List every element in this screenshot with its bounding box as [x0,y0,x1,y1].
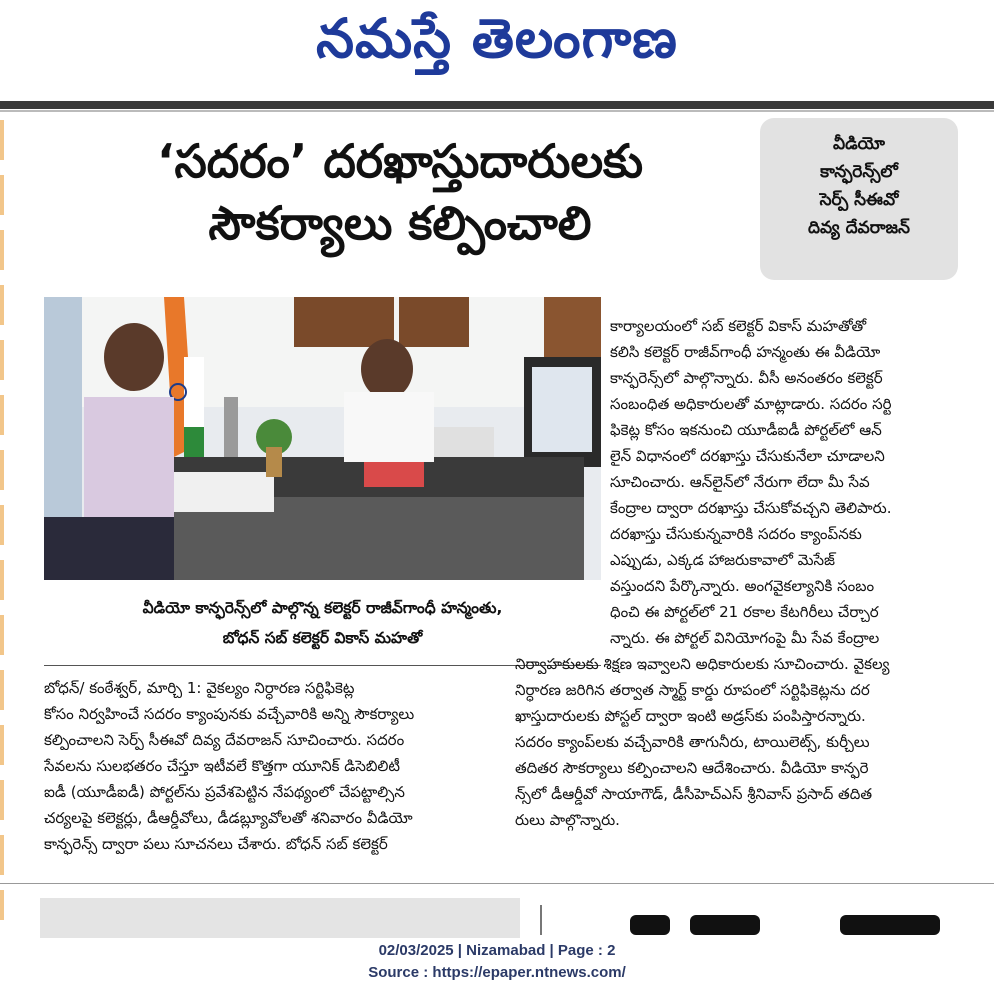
article-line: ఫికెట్ల కోసం ఇకనుంచి యూడీఐడీ పోర్టల్‌లో ఆన్ [610,421,882,439]
article-line: తదితర సౌకర్యాలు కల్పించాలని ఆదేశించారు. వీడియో కాన్ఫరె [515,759,869,777]
subheading-line: సెర్ప్ సీఈవో [819,190,899,210]
headline-fragment-glyph [840,915,940,935]
article-line: సూచించారు. ఆన్‌లైన్‌లో నేరుగా లేదా మీ సేవ [610,473,870,491]
subheading-line: దివ్య దేవరాజన్ [808,218,910,238]
footer-date-edition: 02/03/2025 | Nizamabad | Page : 2 [378,942,616,959]
article-line: కలిసి కలెక్టర్ రాజీవ్‌గాంధీ హన్మంతు ఈ వీడియో [610,343,881,361]
article-line: ఖాస్తుదారులకు పోస్టల్ ద్వారా ఇంటి అడ్రస్‌కు పంపిస్తారన్నారు. [515,707,866,725]
article-line: న్స్‌లో డీఆర్డీవో సాయాగౌడ్, డీసీహెచ్ఎస్ శ్రీనివాస్ ప్రసాద్ తదిత [515,785,872,803]
article-line: న్నారు. ఈ పోర్టల్ వినియోగంపై మీ సేవ కేంద్రాల [610,629,880,647]
masthead-rule [0,101,994,109]
masthead-rule-thin [0,110,994,112]
subheading-line: వీడియో [833,134,885,154]
article-line: రులు పాల్గొన్నారు. [515,811,620,829]
photo-caption-line-2: బోధన్ సబ్ కలెక్టర్ వికాస్ మహతో [222,629,423,647]
article-line: సంబంధిత అధికారులతో మాట్లాడారు. సదరం సర్టి [610,395,892,413]
masthead [0,0,994,100]
article-line: కల్పించాలని సెర్ప్ సీఈవో దివ్య దేవరాజన్ సూచించారు. సదరం [44,731,405,749]
headline-fragment-glyph [690,915,760,935]
article-line: సేవలను సులభతరం చేస్తూ ఇటీవలే కొత్తగా యూనిక్ డిసెబిలిటీ [44,757,400,775]
section-divider [0,883,994,884]
article-line: సదరం క్యాంప్‌లకు వచ్చేవారికి తాగునీరు, టాయిలెట్స్, కుర్చీలు [515,733,870,751]
newspaper-logo: నమస్తే తెలంగాణ [316,6,678,70]
headline [40,130,760,254]
article-line: కాన్ఫరెన్స్ ద్వారా పలు సూచనలు చేశారు. బోధన్ సబ్ కలెక్టర్ [44,835,388,853]
next-headline-fragment [540,905,970,935]
photo-caption [44,593,601,653]
article-line: బోధన్/ కంఠేశ్వర్, మార్చి 1: వైకల్యం నిర్ధారణ సర్టిఫికెట్ల [44,679,355,697]
headline-line-1: ‘సదరం’ దరఖాస్తుదారులకు [157,134,643,188]
office-photo-illustration [44,297,601,580]
subheading-line: కాన్ఫరెన్స్‌లో [820,162,898,182]
article-line: కాన్ఫరెన్స్‌లో పాల్గొన్నారు. వీసీ అనంతరం కలెక్టర్ [610,369,883,387]
article-line: కోసం నిర్వహించే సదరం క్యాంపునకు వచ్చేవారికి అన్ని సౌకర్యాలు [44,705,415,723]
article-line: ఐడీ (యూడీఐడీ) పోర్టల్‌ను ప్రవేశపెట్టిన నేపథ్యంలో చేపట్టాల్సిన [44,783,405,801]
headline-fragment-glyph [630,915,670,935]
article-line: చర్యలపై కలెక్టర్లు, డీఆర్డీవోలు, డీడబ్ల్యూవోలతో శనివారం వీడియో [44,809,413,827]
article-column-left [44,675,504,857]
article-line: నిర్ధారణ జరిగిన తర్వాత స్మార్ట్ కార్డు రూపంలో సర్టిఫికెట్లను దర [515,681,870,699]
article-line: ధించి ఈ పోర్టల్‌లో 21 రకాల కేటగిరీలు చేర్చార [610,603,879,621]
article-line: వస్తుందని పేర్కొన్నారు. అంగవైకల్యానికి సంబం [610,577,875,595]
column-rule [540,905,542,935]
news-photo [44,297,601,580]
next-article-block [40,898,520,938]
photo-caption-line-1: వీడియో కాన్ఫరెన్స్‌లో పాల్గొన్న కలెక్టర్ రాజీవ్‌గాంధీ హన్మంతు, [142,599,503,617]
article-line: దరఖాస్తు చేసుకున్నవారికి సదరం క్యాంప్‌నకు [610,525,862,543]
article-line: ఎప్పుడు, ఎక్కడ హాజరుకావాలో మెసేజ్ [610,551,836,569]
article-line: నిర్వాహకులకు శిక్షణ ఇవ్వాలని అధికారులకు సూచించారు. వైకల్య [515,655,890,673]
subheading-box [760,118,958,280]
article-line: లైన్ విధానంలో దరఖాస్తు చేసుకునేలా చూడాలని [610,447,885,465]
page-footer [0,940,994,984]
article-line: కార్యాలయంలో సబ్ కలెక్టర్ వికాస్ మహతోతో [610,317,867,335]
footer-source: Source : https://epaper.ntnews.com/ [368,964,626,981]
article-column-right [610,313,968,651]
page-edge-strip [0,120,4,920]
headline-line-2: సౌకర్యాలు కల్పించాలి [208,196,592,250]
article-column-bottom-right [515,651,970,833]
article-line: కేంద్రాల ద్వారా దరఖాస్తు చేసుకోవచ్చని తెలిపారు. [610,499,892,517]
